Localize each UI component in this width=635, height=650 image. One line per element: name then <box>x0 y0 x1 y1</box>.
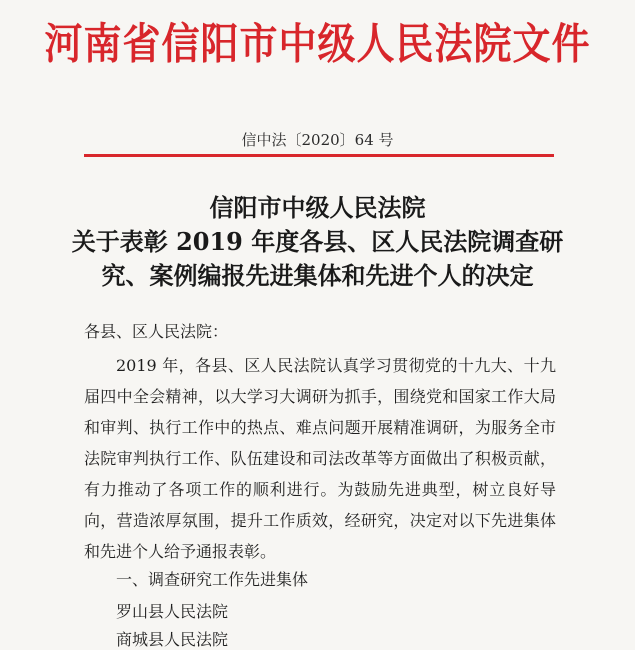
document-masthead: 河南省信阳市中级人民法院文件 <box>44 19 591 69</box>
title-line-2: 关于表彰 2019 年度各县、区人民法院调查研 <box>71 227 564 256</box>
red-divider-line <box>84 154 554 157</box>
salutation: 各县、区人民法院： <box>84 322 229 341</box>
body-paragraph: 2019 年，各县、区人民法院认真学习贯彻党的十九大、十九届四中全会精神，以大学习大调研为抓手，围绕党和国家工作大局和审判、执行工作中的热点、难点问题开展精准调研，为服务全市法院审判执行工作、队伍建设和司法改革等方面做出了积极贡献，有力推动了各项工作的顺利进行。为鼓励先进典型，树立良好导向，营造浓厚氛围，提升工作质效，经研究，决定对以下先进集体和先进个人给予通报表彰。 <box>84 356 556 561</box>
section-heading: 一、调查研究工作先进集体 <box>116 570 309 589</box>
title-line-3: 究、案例编报先进集体和先进个人的决定 <box>101 261 534 290</box>
title-line-1: 信阳市中级人民法院 <box>209 193 426 222</box>
document-number: 信中法〔2020〕64 号 <box>241 131 394 149</box>
list-item: 罗山县人民法院 <box>116 602 229 621</box>
list-item: 商城县人民法院 <box>116 630 229 649</box>
